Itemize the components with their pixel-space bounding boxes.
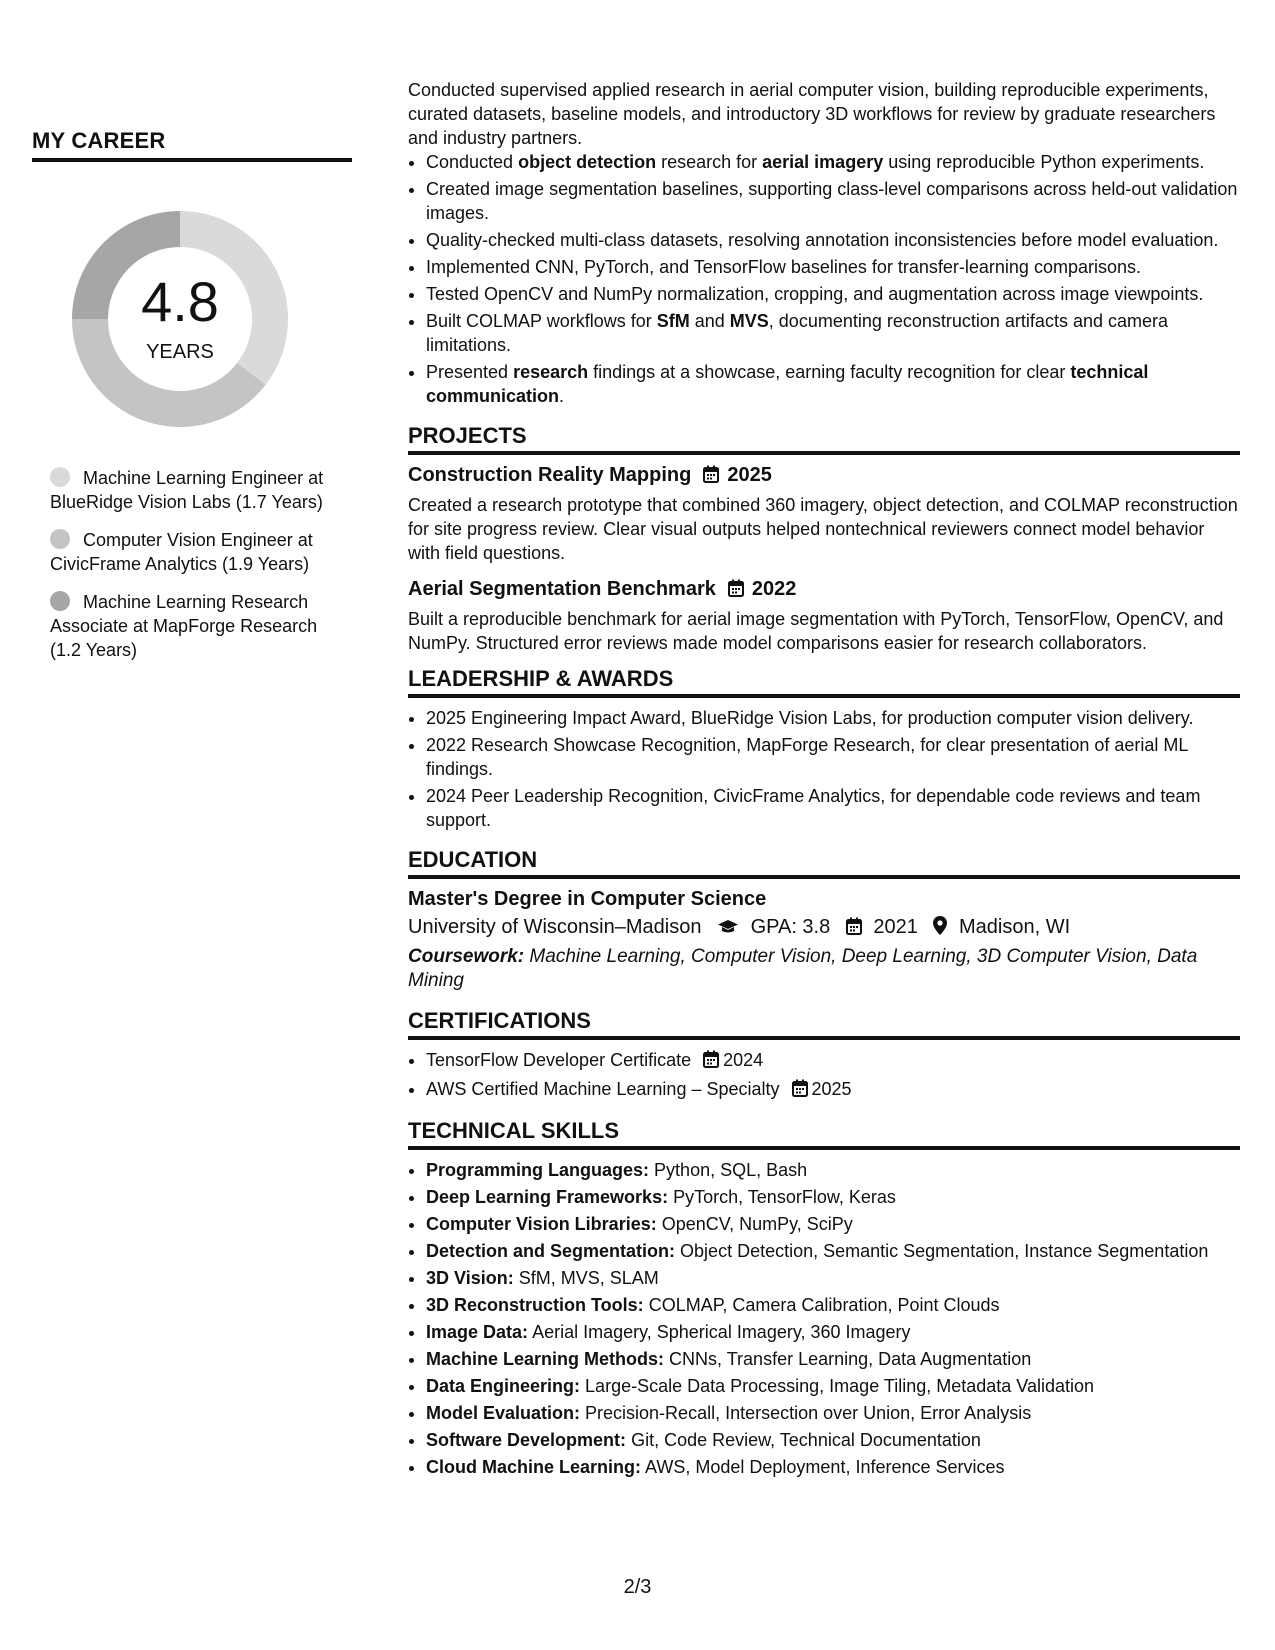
project-description: Created a research prototype that combined 360 imagery, object detection, and COLMAP reconstruction for site progress review. Clear visual outputs helped nontechnical reviewers connect model behavior with field questions.: [408, 495, 1238, 563]
career-donut-chart: [65, 204, 295, 434]
legend-item: [50, 590, 325, 662]
skill-item: [426, 1158, 1240, 1182]
text-run: Conducted: [426, 152, 519, 172]
skill-item: [426, 1266, 1240, 1290]
award-item: • 2025 Engineering Impact Award, BlueRidge Vision Labs, for production computer vision delivery.: [426, 706, 1240, 730]
skill-category: Machine Learning Methods:: [426, 1349, 665, 1369]
text-run: and: [689, 311, 730, 331]
skill-values: Object Detection, Semantic Segmentation, Instance Segmentation: [680, 1241, 1209, 1261]
experience-bullet: [426, 177, 1240, 225]
skill-values: PyTorch, TensorFlow, Keras: [673, 1187, 896, 1207]
calendar-icon: [792, 1079, 808, 1103]
education-location: Madison, WI: [958, 916, 1071, 938]
skill-values: Aerial Imagery, Spherical Imagery, 360 Imagery: [532, 1322, 911, 1342]
awards-list: [408, 706, 1240, 832]
graduation-year: 2021: [873, 916, 918, 938]
skill-category: Detection and Segmentation:: [426, 1241, 676, 1261]
skills-list: [408, 1158, 1240, 1479]
skill-item: [426, 1455, 1240, 1479]
certification-name: TensorFlow Developer Certificate: [426, 1050, 692, 1070]
skill-values: Large-Scale Data Processing, Image Tiling, Metadata Validation: [585, 1376, 1094, 1396]
skill-category: Programming Languages:: [426, 1160, 650, 1180]
text-run: findings at a showcase, earning faculty recognition for clear: [588, 362, 1071, 382]
skill-item: [426, 1239, 1240, 1263]
resume-main: [408, 78, 1240, 1482]
text-run: , documenting reconstruction artifacts and camera limitations.: [426, 311, 1168, 355]
career-heading: MY CAREER: [32, 128, 352, 162]
calendar-icon: [846, 917, 862, 941]
skill-item: [426, 1212, 1240, 1236]
legend-dot: [50, 591, 70, 611]
skills-heading: TECHNICAL SKILLS: [408, 1119, 1240, 1150]
skill-category: 3D Vision:: [426, 1268, 514, 1288]
legend-item: [50, 528, 325, 576]
project-year: 2025: [727, 464, 772, 486]
career-sidebar: [32, 128, 352, 676]
degree-title: Master's Degree in Computer Science: [408, 888, 767, 910]
skill-category: Model Evaluation:: [426, 1403, 581, 1423]
skill-values: COLMAP, Camera Calibration, Point Clouds: [648, 1295, 1000, 1315]
legend-item: [50, 466, 325, 514]
legend-label: Machine Learning Research Associate at MapForge Research (1.2 Years): [50, 592, 318, 660]
award-item: • 2024 Peer Leadership Recognition, CivicFrame Analytics, for dependable code reviews and team support.: [426, 784, 1240, 832]
certification-item: [426, 1077, 1240, 1103]
text-run: Presented: [426, 362, 514, 382]
experience-bullets: [408, 150, 1240, 408]
certifications-list: [408, 1048, 1240, 1103]
skill-item: [426, 1185, 1240, 1209]
text-run: Quality-checked multi-class datasets, resolving annotation inconsistencies before model evaluation.: [426, 230, 1219, 250]
career-legend: [32, 466, 352, 662]
projects-heading: PROJECTS: [408, 424, 1240, 455]
certification-item: [426, 1048, 1240, 1074]
coursework-label: Coursework:: [408, 946, 525, 967]
experience-summary: Conducted supervised applied research in aerial computer vision, building reproducible experiments, curated datasets, baseline models, and introductory 3D workflows for review by graduate researchers and industry partners.: [408, 80, 1216, 148]
experience-bullet: [426, 282, 1240, 306]
skill-values: OpenCV, NumPy, SciPy: [661, 1214, 853, 1234]
bold-phrase: research: [513, 362, 589, 382]
skill-category: Data Engineering:: [426, 1376, 581, 1396]
skill-values: Git, Code Review, Technical Documentation: [631, 1430, 981, 1450]
education-details: [408, 915, 1240, 941]
page-number: 2/3: [623, 1576, 652, 1598]
skill-values: SfM, MVS, SLAM: [518, 1268, 659, 1288]
bold-phrase: technical communication: [426, 362, 1149, 406]
skill-values: Precision-Recall, Intersection over Union, Error Analysis: [585, 1403, 1032, 1423]
skill-item: [426, 1374, 1240, 1398]
skill-values: AWS, Model Deployment, Inference Services: [645, 1457, 1005, 1477]
text-run: Created image segmentation baselines, supporting class-level comparisons across held-out validation images.: [426, 179, 1238, 223]
skill-category: Cloud Machine Learning:: [426, 1457, 642, 1477]
location-pin-icon: [933, 916, 947, 941]
text-run: using reproducible Python experiments.: [883, 152, 1205, 172]
career-total-years: 4.8: [141, 270, 219, 333]
project-title-row: [408, 577, 1240, 603]
experience-bullet: [426, 309, 1240, 357]
coursework-list: Machine Learning, Computer Vision, Deep Learning, 3D Computer Vision, Data Mining: [408, 946, 1198, 991]
bold-phrase: SfM: [656, 311, 690, 331]
coursework: [408, 945, 1240, 993]
calendar-icon: [728, 579, 744, 603]
text-run: .: [559, 386, 565, 406]
text-run: Built COLMAP workflows for: [426, 311, 657, 331]
skill-category: Image Data:: [426, 1322, 529, 1342]
bold-phrase: MVS: [729, 311, 769, 331]
text-run: Tested OpenCV and NumPy normalization, cropping, and augmentation across image viewpoints.: [426, 284, 1204, 304]
project-title: Construction Reality Mapping: [408, 464, 692, 486]
projects-list: [408, 463, 1240, 655]
legend-label: Computer Vision Engineer at CivicFrame Analytics (1.9 Years): [50, 530, 313, 574]
gpa: GPA: 3.8: [750, 916, 831, 938]
education-heading: EDUCATION: [408, 848, 1240, 879]
experience-bullet: [426, 228, 1240, 252]
awards-heading: LEADERSHIP & AWARDS: [408, 667, 1240, 698]
graduation-cap-icon: [717, 917, 739, 941]
skill-category: Software Development:: [426, 1430, 627, 1450]
skill-item: [426, 1320, 1240, 1344]
skill-item: [426, 1347, 1240, 1371]
certifications-heading: CERTIFICATIONS: [408, 1009, 1240, 1040]
school-name: University of Wisconsin–Madison: [408, 916, 702, 938]
skill-values: CNNs, Transfer Learning, Data Augmentation: [669, 1349, 1032, 1369]
bold-phrase: object detection: [518, 152, 657, 172]
career-years-unit: YEARS: [146, 341, 214, 363]
skill-item: [426, 1293, 1240, 1317]
skill-category: Computer Vision Libraries:: [426, 1214, 657, 1234]
calendar-icon: [703, 1050, 719, 1074]
skill-category: 3D Reconstruction Tools:: [426, 1295, 644, 1315]
legend-dot: [50, 529, 70, 549]
certification-year: 2025: [811, 1079, 852, 1099]
award-item: • 2022 Research Showcase Recognition, MapForge Research, for clear presentation of aerial ML findings.: [426, 733, 1240, 781]
experience-bullet: [426, 360, 1240, 408]
legend-dot: [50, 467, 70, 487]
skill-item: [426, 1428, 1240, 1452]
legend-label: Machine Learning Engineer at BlueRidge Vision Labs (1.7 Years): [50, 468, 324, 512]
project-title-row: [408, 463, 1240, 489]
skill-values: Python, SQL, Bash: [654, 1160, 808, 1180]
experience-bullet: [426, 150, 1240, 174]
text-run: research for: [656, 152, 763, 172]
skill-category: Deep Learning Frameworks:: [426, 1187, 669, 1207]
skill-item: [426, 1401, 1240, 1425]
text-run: Implemented CNN, PyTorch, and TensorFlow baselines for transfer-learning comparisons.: [426, 257, 1141, 277]
bold-phrase: aerial imagery: [762, 152, 884, 172]
project-year: 2022: [751, 578, 797, 600]
certification-year: 2024: [723, 1050, 764, 1070]
project-description: Built a reproducible benchmark for aerial image segmentation with PyTorch, TensorFlow, OpenCV, and NumPy. Structured error reviews made model comparisons easier for research collaborators.: [408, 609, 1224, 653]
experience-bullet: [426, 255, 1240, 279]
project-title: Aerial Segmentation Benchmark: [408, 578, 716, 600]
certification-name: AWS Certified Machine Learning – Specialty: [426, 1079, 780, 1099]
calendar-icon: [703, 465, 719, 489]
